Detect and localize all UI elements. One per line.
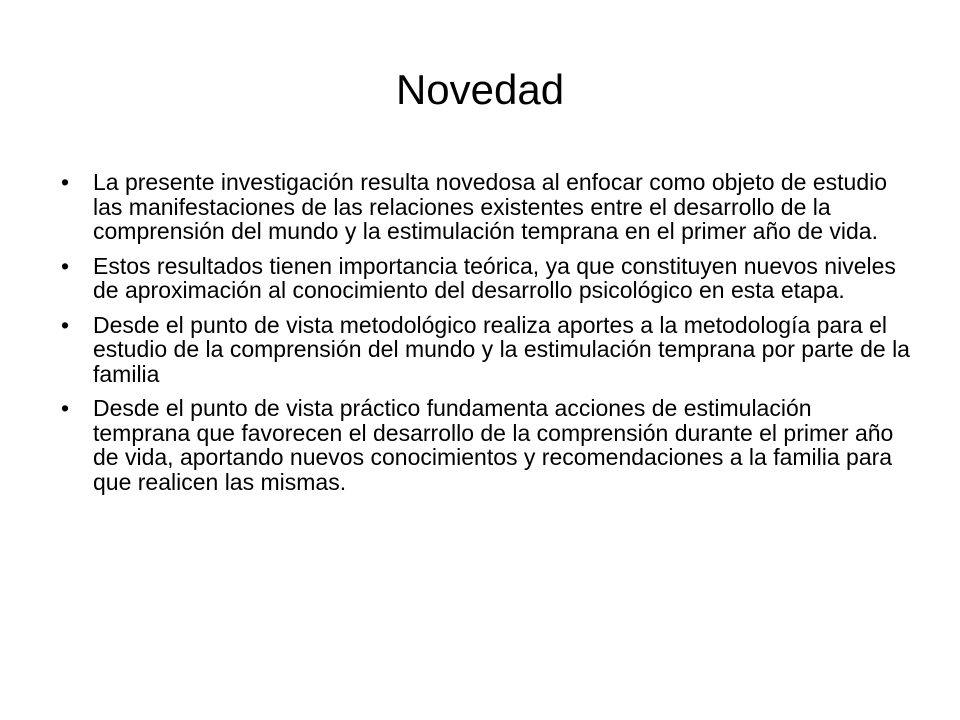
bullet-text: Desde el punto de vista práctico fundamenta acciones de estimulación temprana que favorecen el desarrollo de la comprensión durante el primer año de vida, aportando nuevos conocimientos y recomendaciones a la familia para que realicen las mismas. — [93, 395, 894, 495]
bullet-dot-icon: • — [61, 252, 70, 279]
bullet-dot-icon: • — [61, 169, 70, 195]
bullet-text: La presente investigación resulta novedosa al enfocar como objeto de estudio las manifestaciones de las relaciones existentes entre el desarrollo de la comprensión del mundo y la estimulación temprana en el primer año de vida. — [93, 169, 888, 244]
bullet-item — [55, 254, 915, 303]
bullet-dot-icon: • — [61, 311, 70, 338]
bullet-list — [55, 170, 915, 504]
bullet-item — [55, 170, 915, 244]
slide-title: Novedad — [395, 66, 565, 113]
bullet-dot-icon: • — [61, 395, 70, 421]
bullet-text: Estos resultados tienen importancia teórica, ya que constituyen nuevos niveles de aproximación al conocimiento del desarrollo psicológico en esta etapa. — [93, 252, 896, 303]
bullet-text: Desde el punto de vista metodológico realiza aportes a la metodología para el estudio de la comprensión del mundo y la estimulación temprana por parte de la familia — [93, 311, 910, 387]
bullet-item — [55, 313, 915, 387]
bullet-item — [55, 396, 915, 494]
